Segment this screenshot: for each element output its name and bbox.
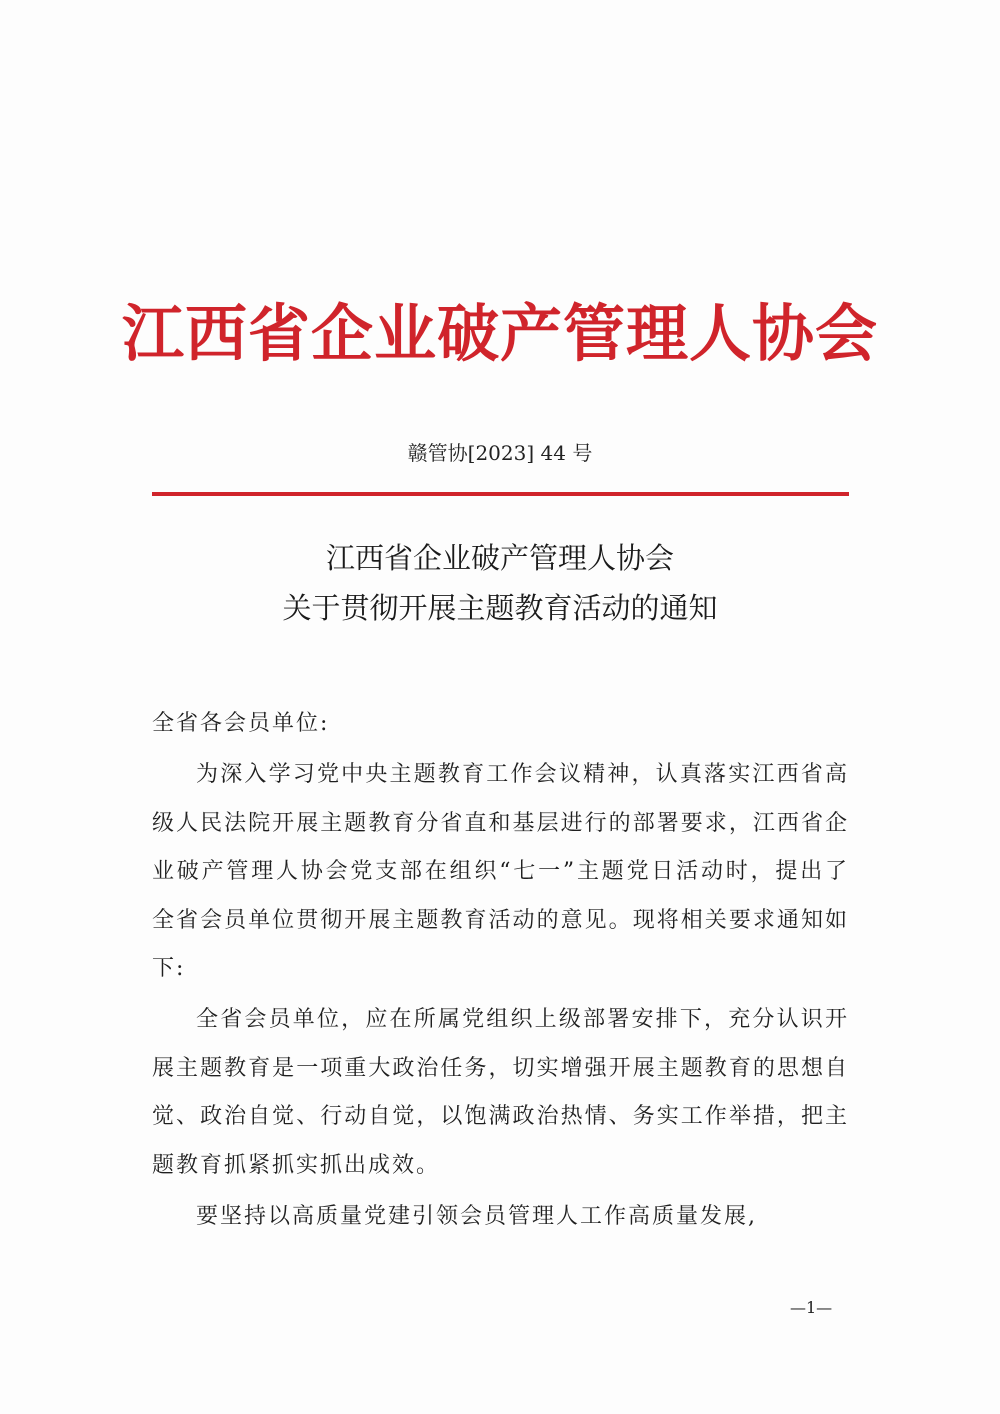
document-body [152,700,849,1244]
salutation: 全省各会员单位: [152,711,330,736]
title-line-1: 江西省企业破产管理人协会 [325,541,674,575]
red-separator-line [152,492,849,496]
document-title [0,533,1000,633]
page-number: —1— [790,1298,833,1317]
body-paragraph-3: 要坚持以高质量党建引领会员管理人工作高质量发展, [196,1204,757,1230]
body-paragraph-1: 为深入学习党中央主题教育工作会议精神，认真落实江西省高级人民法院开展主题教育分省直和基层进行的部署要求，江西省企业破产管理人协会党支部在组织“七一”主题党日活动时，提出了全省会员单位贯彻开展主题教育活动的意见。现将相关要求通知如下: [152,762,849,982]
body-paragraph-2: 全省会员单位，应在所属党组织上级部署安排下，充分认识开展主题教育是一项重大政治任务，切实增强开展主题教育的思想自觉、政治自觉、行动自觉，以饱满政治热情、务实工作举措，把主题教育抓紧抓实抓出成效。 [152,1007,849,1178]
organization-masthead: 江西省企业破产管理人协会 [121,297,878,370]
title-line-2: 关于贯彻开展主题教育活动的通知 [282,591,718,625]
document-number: 赣管协[2023] 44 号 [407,441,593,465]
